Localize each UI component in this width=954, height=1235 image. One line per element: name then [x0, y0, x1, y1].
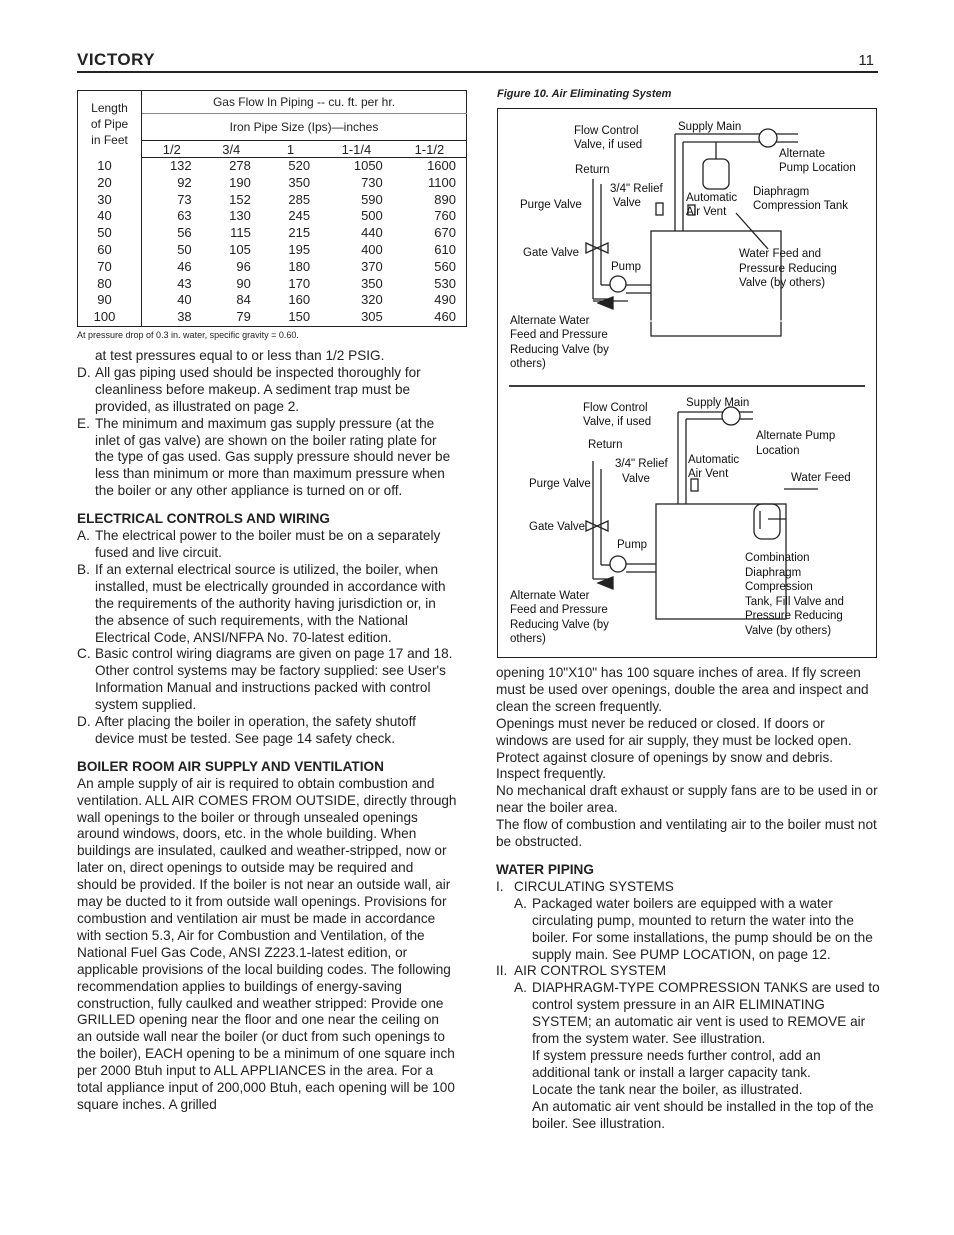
continued-text: at test pressures equal to or less than 1/2 PSIG. [95, 348, 385, 363]
label-diaphragm-tank: Compression Tank [753, 200, 849, 212]
label-water-feed: Valve (by others) [739, 277, 826, 289]
list-label: E. [77, 415, 90, 431]
flow-cell: 170 [288, 275, 311, 291]
flow-cell: 285 [288, 191, 311, 207]
list-label: II. [496, 963, 508, 979]
iron-header: Iron Pipe Size (Ips)—inches [142, 114, 467, 141]
label-gate-valve: Gate Valve [529, 521, 586, 533]
length-cell: 30 [78, 192, 142, 209]
length-cell: 40 [78, 208, 142, 225]
length-cell: 70 [78, 259, 142, 276]
flow-cell: 520 [288, 158, 311, 173]
label-relief-valve: Valve [622, 473, 650, 485]
flow-cell: 370 [361, 258, 383, 274]
paragraph: No mechanical draft exhaust or supply fans are to be used in or near the boiler area. [496, 783, 878, 816]
list-text: After placing the boiler in operation, the safety shutoff device must be tested. See page 14 safety check. [95, 714, 416, 746]
section-heading-water: WATER PIPING [496, 861, 594, 877]
list-item [496, 879, 880, 896]
flow-cell: 40 [177, 292, 192, 308]
length-header [78, 91, 142, 158]
list-text: Locate the tank near the boiler, as illustrated. [532, 1081, 803, 1097]
list-text: The electrical power to the boiler must be on a separately fused and live circuit. [95, 528, 441, 560]
label-gate-valve: Gate Valve [523, 247, 580, 259]
diaphragm-tank-top [703, 159, 729, 189]
label-combination-tank: Valve (by others) [745, 625, 832, 637]
flow-cell: 890 [434, 191, 456, 207]
list-item [77, 714, 457, 748]
label-return: Return [588, 439, 623, 451]
list-text: DIAPHRAGM-TYPE COMPRESSION TANKS are used to control system pressure in an AIR ELIMINATING SYSTEM; an automatic air vent is used to REMOVE air from the system water. See illustration. [532, 980, 880, 1047]
flow-cell: 90 [236, 275, 251, 291]
label-flow-control: Valve, if used [574, 139, 643, 151]
label-combination-tank: Diaphragm [745, 567, 802, 579]
list-label: A. [514, 980, 527, 996]
combination-tank [754, 504, 780, 539]
label-combination-tank: Tank, Fill Valve and [745, 596, 844, 608]
flow-cell: 560 [434, 258, 456, 274]
gas-table-body [78, 158, 467, 327]
page-number: 11 [858, 52, 874, 69]
flow-cell: 400 [361, 241, 383, 257]
list-item [77, 528, 457, 562]
label-flow-control: Flow Control [574, 125, 639, 137]
air-eliminating-diagram [497, 108, 877, 658]
flow-cell: 530 [434, 275, 456, 291]
label-alternate-pump: Location [756, 445, 800, 457]
flow-cell: 590 [361, 191, 383, 207]
table-row [78, 208, 467, 225]
flow-cell: 96 [236, 258, 251, 274]
list-text: An automatic air vent should be installed in the top of the boiler. See illustration. [532, 1098, 874, 1131]
flow-cell: 92 [177, 174, 192, 190]
list-item [496, 963, 880, 980]
label-alternate-pump: Pump Location [779, 162, 856, 174]
flow-cell: 1600 [427, 158, 456, 173]
header-rule [77, 71, 878, 73]
length-cell: 100 [78, 309, 142, 326]
label-alternate-water-feed: Feed and Pressure [510, 604, 608, 616]
flow-cell: 115 [230, 225, 251, 241]
label-pump: Pump [617, 539, 648, 551]
list-item [77, 416, 457, 501]
flow-cell: 43 [177, 275, 192, 291]
flow-header: Gas Flow In Piping -- cu. ft. per hr. [142, 91, 467, 114]
flow-cell: 215 [288, 225, 311, 241]
list-label: C. [77, 646, 91, 662]
label-combination-tank: Pressure Reducing [745, 610, 843, 622]
flow-cell: 46 [177, 258, 192, 274]
list-text: CIRCULATING SYSTEMS [514, 878, 674, 894]
flow-cell: 350 [361, 275, 383, 291]
length-cell: 80 [78, 276, 142, 293]
label-relief-valve: Valve [613, 197, 641, 209]
flow-cell: 152 [229, 191, 251, 207]
list-text: If an external electrical source is utilized, the boiler, when installed, must be electrically grounded in accordance with the requirements of the authority having jurisdiction or, in the absence of such requirements, with the National Electrical Code, ANSI/NFPA No. 70-latest edition. [95, 561, 446, 645]
flow-cell: 195 [288, 241, 311, 257]
label-supply-main: Supply Main [686, 397, 750, 409]
list-label: A. [77, 528, 90, 544]
length-cell: 10 [78, 158, 142, 175]
diagram-svg [498, 109, 876, 657]
list-item [77, 562, 457, 647]
label-flow-control: Valve, if used [583, 416, 652, 428]
label-alternate-water-feed: Reducing Valve (by [510, 344, 609, 356]
label-water-feed: Pressure Reducing [739, 263, 837, 275]
table-row [78, 158, 467, 175]
label-purge-valve: Purge Valve [520, 199, 582, 211]
list-text: If system pressure needs further control, add an additional tank or install a larger capacity tank. [532, 1047, 821, 1080]
table-row [78, 309, 467, 326]
label-combination-tank: Combination [745, 552, 810, 564]
flow-cell: 1100 [428, 174, 456, 190]
table-row [78, 242, 467, 259]
paragraph: opening 10"X10" has 100 square inches of area. If fly screen must be used over openings, double the area and inspect and clean the screen frequently. [496, 665, 869, 714]
flow-cell: 245 [288, 208, 311, 224]
label-purge-valve: Purge Valve [529, 478, 591, 490]
label-relief-valve: 3/4" Relief [610, 183, 663, 195]
list-label: D. [77, 714, 91, 730]
flow-cell: 50 [177, 241, 192, 257]
flow-cell: 38 [177, 309, 192, 325]
label-air-vent: Air Vent [686, 206, 727, 218]
label-diaphragm-tank: Diaphragm [753, 186, 810, 198]
label-water-feed: Water Feed and [739, 248, 822, 260]
list-label: A. [514, 895, 527, 911]
length-cell: 60 [78, 242, 142, 259]
length-cell: 90 [78, 292, 142, 309]
label-pump: Pump [611, 261, 642, 273]
list-text: Packaged water boilers are equipped with a water circulating pump, mounted to return the water into the boiler. For some installations, the pump should be on the supply main. See PUMP LOCATION, on page 12. [532, 895, 873, 962]
flow-cell: 73 [177, 191, 192, 207]
section-heading-air: BOILER ROOM AIR SUPPLY AND VENTILATION [77, 758, 384, 774]
flow-cell: 278 [229, 158, 251, 173]
list-label: D. [77, 364, 91, 380]
table-row [78, 276, 467, 293]
label-air-vent: Automatic [688, 454, 740, 466]
label-alternate-pump: Alternate Pump [756, 430, 836, 442]
air-paragraph: An ample supply of air is required to obtain combustion and ventilation. ALL AIR COMES FROM OUTSIDE, directly through wall openings to the boiler or through unsealed openings around windows, doors, etc. in the whole building. When buildings are insulated, caulked and weather-stripped, now or later on, direct openings to outside may be required and should be provided. If the boiler is not near an outside wall, air may be ducted to it from outside wall openings. Provisions for combustion and ventilation air must be made in accordance with section 5.3, Air for Combustion and Ventilation, of the National Fuel Gas Code, ANSI Z223.1-latest edition, or applicable provisions of the local building codes. The following recommendation applies to buildings of energy-saving construction, fully caulked and weather stripped: Provide one GRILLED opening near the floor and one near the ceiling on an outside wall near the boiler (or duct from such openings to the boiler), EACH opening to be a minimum of one square inch per 2000 Btuh input to ALL APPLIANCES in the area. For a total appliance input of 200,000 Btuh, each opening will be 100 square inches. A grilled [77, 775, 457, 1112]
label-alternate-water-feed: others) [510, 358, 546, 370]
list-text: The minimum and maximum gas supply pressure (at the inlet of gas valve) are shown on the boiler rating plate for the type of gas used. Gas supply pressure should never be less than minimum or more than maximum pressure when the boiler or any other appliance is turned on or off. [95, 415, 451, 499]
label-air-vent: Automatic [686, 192, 738, 204]
table-row [78, 225, 467, 242]
table-row [78, 259, 467, 276]
table-row [78, 192, 467, 209]
size-header: 3/4 [202, 141, 261, 158]
length-header-line: of Pipe [90, 117, 129, 132]
flow-cell: 730 [361, 174, 383, 190]
list-item [514, 980, 880, 1132]
flow-cell: 150 [288, 309, 311, 325]
flow-cell: 490 [434, 292, 456, 308]
list-text: AIR CONTROL SYSTEM [514, 963, 667, 979]
paragraph: The flow of combustion and ventilating air to the boiler must not be obstructed. [496, 817, 877, 850]
flow-cell: 56 [177, 225, 192, 241]
flow-cell: 105 [229, 241, 251, 257]
right-column [496, 665, 880, 1132]
flow-cell: 190 [229, 174, 251, 190]
flow-cell: 320 [361, 292, 383, 308]
flow-cell: 350 [288, 174, 311, 190]
list-text: All gas piping used should be inspected thoroughly for cleanliness before makeup. A sediment trap must be provided, as illustrated on page 2. [95, 364, 421, 414]
label-alternate-water-feed: others) [510, 633, 546, 645]
label-combination-tank: Compression [745, 581, 813, 593]
label-air-vent: Air Vent [688, 468, 729, 480]
section-heading-electrical: ELECTRICAL CONTROLS AND WIRING [77, 511, 330, 527]
flow-cell: 63 [177, 208, 192, 224]
table-row [78, 292, 467, 309]
list-item [77, 646, 457, 714]
length-header-line: Length [91, 101, 128, 116]
size-header: 1/2 [142, 141, 202, 158]
label-alternate-water-feed: Reducing Valve (by [510, 619, 609, 631]
list-item [514, 896, 880, 964]
flow-cell: 460 [434, 309, 456, 325]
flow-cell: 305 [361, 309, 383, 325]
length-header-line: in Feet [91, 133, 128, 148]
flow-cell: 180 [288, 258, 311, 274]
left-column [77, 348, 457, 1114]
paragraph: Openings must never be reduced or closed. If doors or windows are used for air supply, they must be locked open. Protect against closure of openings by snow and debris. Inspect frequently. [496, 715, 852, 782]
flow-cell: 84 [236, 292, 251, 308]
label-relief-valve: 3/4" Relief [615, 458, 668, 470]
length-cell: 20 [78, 175, 142, 192]
flow-cell: 440 [361, 225, 383, 241]
flow-cell: 130 [229, 208, 251, 224]
figure-caption: Figure 10. Air Eliminating System [497, 88, 672, 100]
flow-cell: 610 [434, 241, 456, 257]
label-flow-control: Flow Control [583, 402, 648, 414]
flow-cell: 500 [361, 208, 383, 224]
label-alternate-water-feed: Alternate Water [510, 590, 590, 602]
flow-cell: 760 [434, 208, 456, 224]
flow-cell: 79 [236, 309, 251, 325]
table-row [78, 175, 467, 192]
list-label: B. [77, 561, 90, 577]
label-alternate-water-feed: Alternate Water [510, 315, 590, 327]
gas-flow-table [77, 90, 467, 327]
length-cell: 50 [78, 225, 142, 242]
label-alternate-pump: Alternate [779, 148, 826, 160]
list-item [77, 365, 457, 416]
flow-cell: 160 [288, 292, 311, 308]
size-header: 1-1/2 [393, 141, 467, 158]
label-return: Return [575, 164, 610, 176]
label-water-feed: Water Feed [791, 472, 851, 484]
size-header: 1 [261, 141, 320, 158]
size-header: 1-1/4 [320, 141, 393, 158]
table-note: At pressure drop of 0.3 in. water, specific gravity = 0.60. [77, 330, 299, 340]
list-label: I. [496, 878, 504, 894]
flow-cell: 1050 [353, 158, 383, 173]
flow-cell: 132 [169, 158, 192, 173]
list-text: Basic control wiring diagrams are given on page 17 and 18. Other control systems may be factory supplied: see User's Information Manual and instructions packed with control system supplied. [95, 646, 453, 713]
brand-title: VICTORY [77, 50, 156, 69]
label-supply-main: Supply Main [678, 121, 742, 133]
bottom-labels [510, 397, 851, 645]
label-alternate-water-feed: Feed and Pressure [510, 329, 608, 341]
flow-cell: 670 [434, 225, 456, 241]
